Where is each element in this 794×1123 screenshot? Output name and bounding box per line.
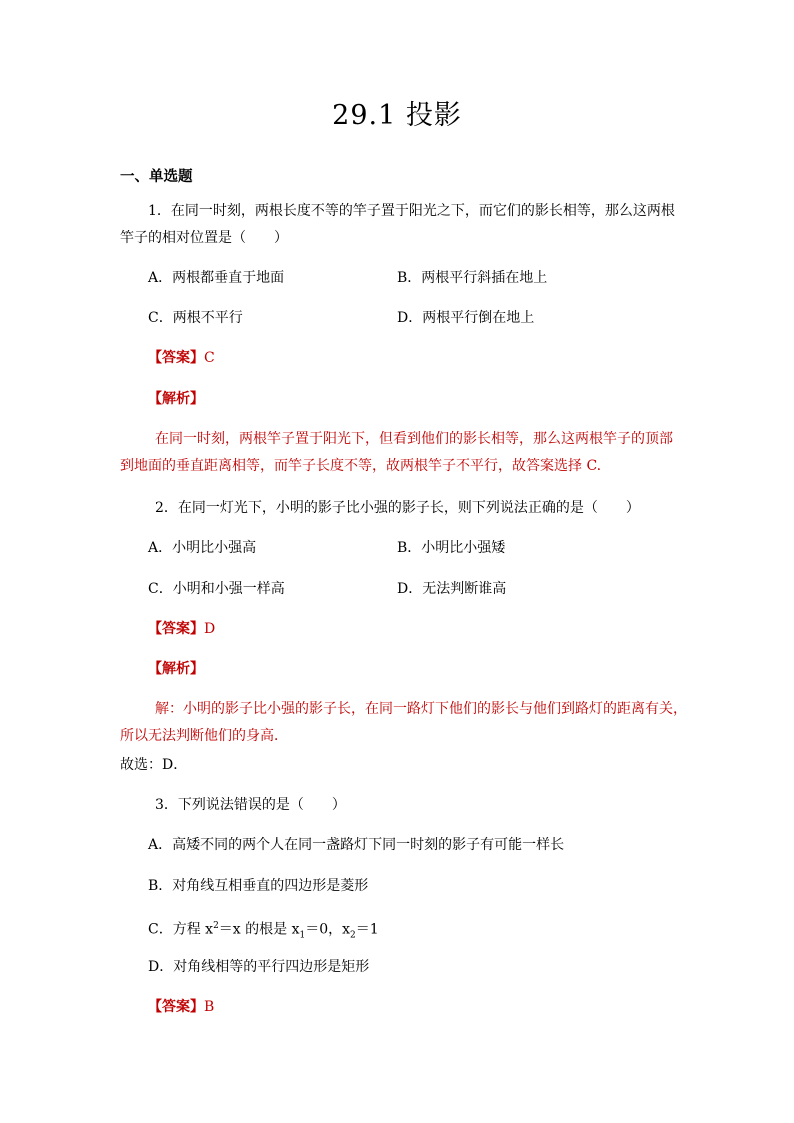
question-2-stem: 2．在同一灯光下，小明的影子比小强的影子长，则下列说法正确的是（ ） [155,500,640,516]
question-1-option-b: B．两根平行斜插在地上 [397,270,548,286]
option-c-text: ＝1 [355,921,379,938]
question-1-stem-line1: 1．在同一时刻，两根长度不等的竿子置于阳光之下，而它们的影长相等，那么这两根 [148,203,675,219]
answer-label: 【答案】 [148,350,204,366]
question-2-answer [148,618,215,640]
question-2-analysis-line1: 解：小明的影子比小强的影子长，在同一路灯下他们的影长与他们到路灯的距离有关， [155,701,687,717]
question-2-option-b: B．小明比小强矮 [397,540,506,556]
question-2-analysis-label: 【解析】 [148,661,204,677]
question-1-answer [148,347,215,369]
question-1-option-c: C．两根不平行 [148,310,243,326]
question-3-answer [148,996,214,1018]
question-2-option-d: D．无法判断谁高 [397,581,507,597]
question-1-analysis-label: 【解析】 [148,391,204,407]
subscript: 1 [299,930,306,941]
question-1-option-a: A．两根都垂直于地面 [148,270,285,286]
option-c-text: ＝x 的根是 x [218,921,300,938]
question-2-analysis-line2: 所以无法判断他们的身高． [120,728,288,744]
question-3-stem: 3．下列说法错误的是（ ） [155,797,346,813]
section-heading: 一、单选题 [120,168,193,185]
question-1-stem-line2: 竿子的相对位置是（ ） [120,230,288,246]
exponent: 2 [213,921,219,931]
question-1-analysis-line2: 到地面的垂直距离相等，而竿子长度不等，故两根竿子不平行，故答案选择 C. [120,458,602,474]
subscript: 2 [350,930,356,941]
question-3-option-b: B．对角线互相垂直的四边形是菱形 [148,878,369,894]
answer-label: 【答案】 [148,999,204,1015]
option-c-text: ＝0，x [305,921,351,938]
question-1-option-d: D．两根平行倒在地上 [397,310,535,326]
answer-value: D [204,621,216,637]
page-title: 29.1 投影 [332,100,462,131]
option-c-text: C．方程 x [148,921,214,938]
answer-label: 【答案】 [148,621,204,637]
question-2-option-c: C．小明和小强一样高 [148,581,285,597]
question-1-analysis-line1: 在同一时刻，两根竿子置于阳光下，但看到他们的影长相等，那么这两根竿子的顶部 [155,431,673,447]
question-2-conclusion: 故选：D． [120,757,188,773]
question-2-option-a: A．小明比小强高 [148,540,257,556]
question-3-option-c [148,915,379,946]
answer-value: C [204,350,215,366]
question-3-option-d: D．对角线相等的平行四边形是矩形 [148,959,370,975]
answer-value: B [204,999,215,1015]
question-3-option-a: A．高矮不同的两个人在同一盏路灯下同一时刻的影子有可能一样长 [148,837,565,853]
